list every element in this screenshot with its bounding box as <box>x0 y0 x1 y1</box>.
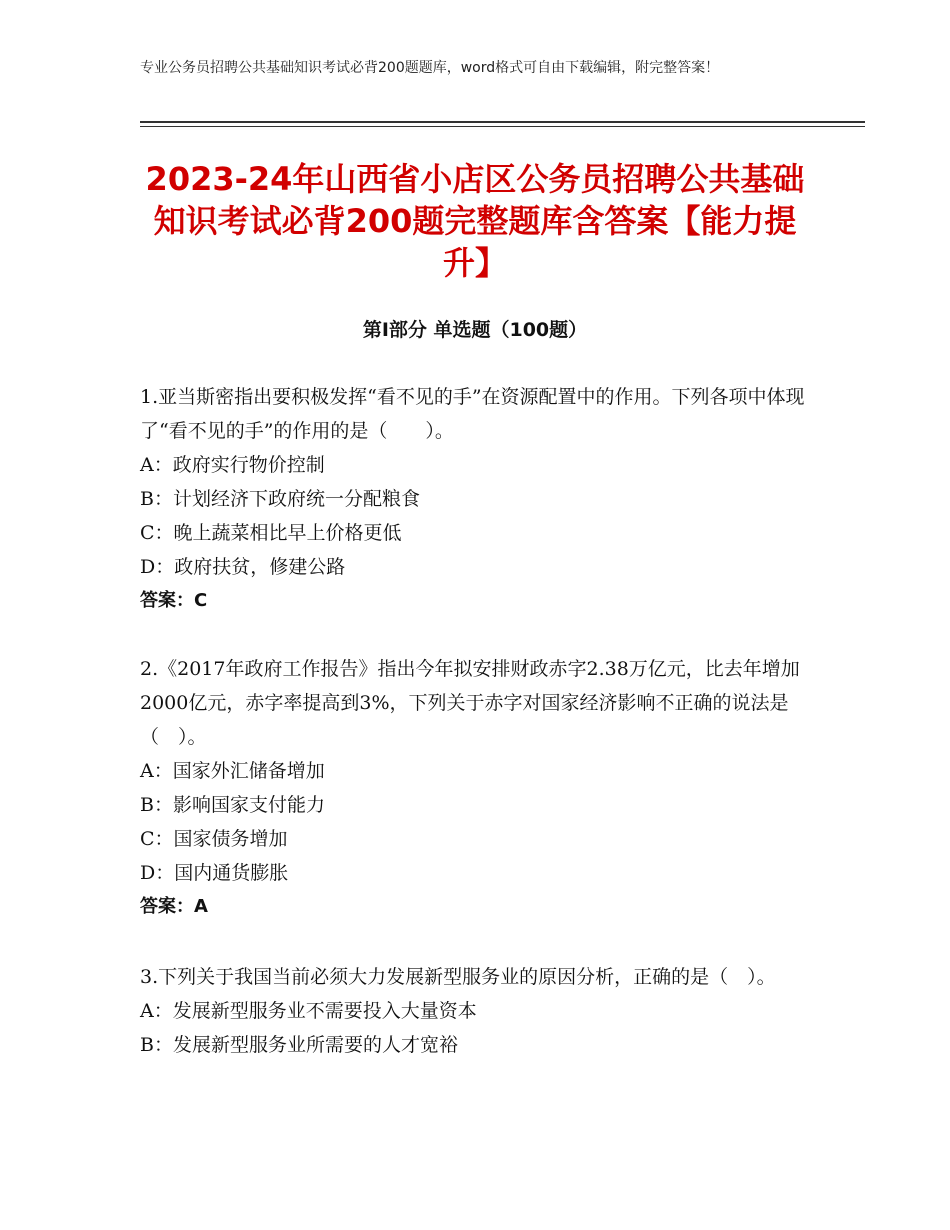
question-option-b: B：计划经济下政府统一分配粮食 <box>140 488 420 510</box>
question-text: 2.《2017年政府工作报告》指出今年拟安排财政赤字2.38万亿元，比去年增加2000亿元，赤字率提高到3%，下列关于赤字对国家经济影响不正确的说法是（ ）。 <box>140 658 800 748</box>
section-heading: 第Ⅰ部分 单选题（100题） <box>362 319 588 341</box>
question-option-a: A：国家外汇储备增加 <box>140 760 325 782</box>
question-1 <box>140 380 815 618</box>
question-option-b: B：影响国家支付能力 <box>140 794 325 816</box>
header-divider-thin <box>140 126 865 127</box>
question-option-d: D：政府扶贫，修建公路 <box>140 556 346 578</box>
question-text: 3.下列关于我国当前必须大力发展新型服务业的原因分析，正确的是（ ）。 <box>140 966 776 988</box>
question-option-c: C：国家债务增加 <box>140 828 288 850</box>
document-title: 2023-24年山西省小店区公务员招聘公共基础知识考试必背200题完整题库含答案【能力提升】 <box>145 160 805 282</box>
question-option-c: C：晚上蔬菜相比早上价格更低 <box>140 522 402 544</box>
question-3 <box>140 960 815 1062</box>
question-option-a: A：政府实行物价控制 <box>140 454 325 476</box>
question-answer: 答案：A <box>140 896 208 917</box>
question-option-b: B：发展新型服务业所需要的人才宽裕 <box>140 1034 458 1056</box>
question-option-d: D：国内通货膨胀 <box>140 862 289 884</box>
question-2 <box>140 652 815 924</box>
question-answer: 答案：C <box>140 590 208 611</box>
question-option-a: A：发展新型服务业不需要投入大量资本 <box>140 1000 477 1022</box>
question-text: 1.亚当斯密指出要积极发挥“看不见的手”在资源配置中的作用。下列各项中体现了“看不见的手”的作用的是（ ）。 <box>140 386 805 442</box>
header-divider-thick <box>140 121 865 123</box>
header-note: 专业公务员招聘公共基础知识考试必背200题题库，word格式可自由下载编辑，附完整答案！ <box>140 60 720 76</box>
